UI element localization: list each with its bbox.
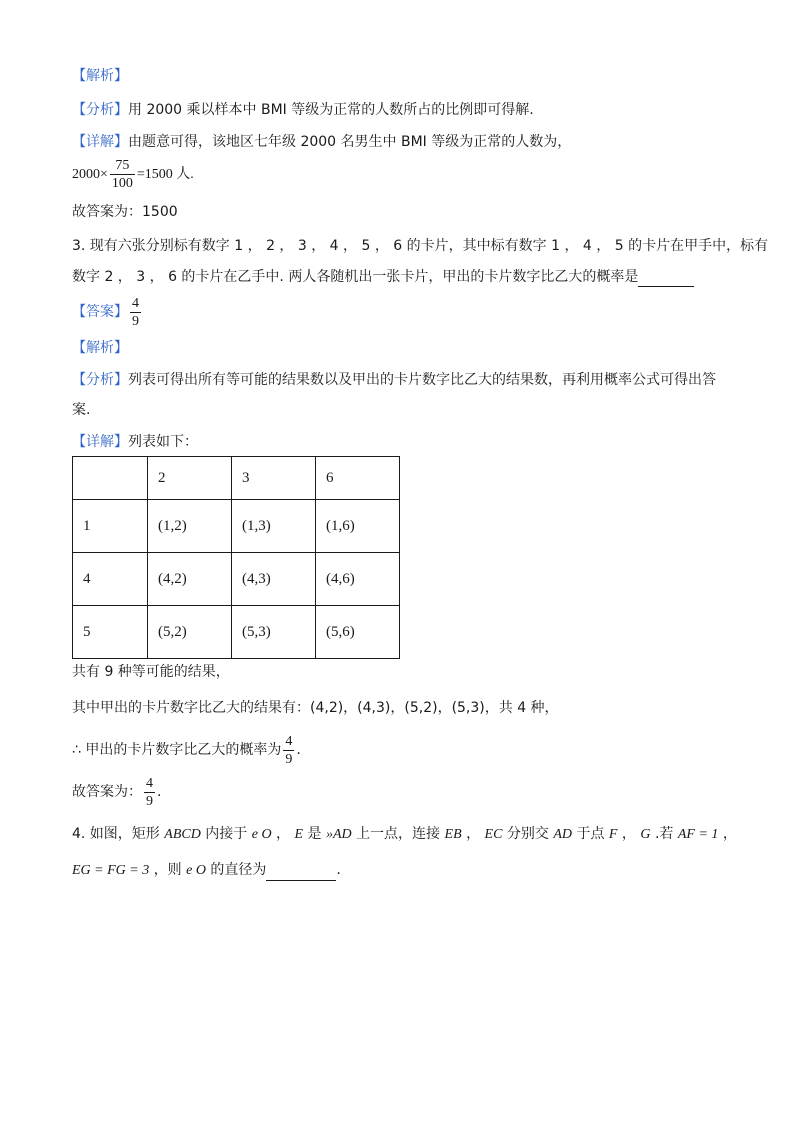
q4-text: ， — [276, 826, 291, 842]
q4-symbol: G — [640, 827, 651, 842]
q4-symbol: EC — [484, 827, 503, 842]
table-cell: (1,2) — [148, 500, 232, 553]
table-cell: (4,6) — [316, 553, 400, 606]
q4-text: . — [336, 862, 341, 878]
q4-symbol: ABCD — [164, 827, 201, 842]
question-3-line-1: 3. 现有六张分别标有数字 1 ， 2 ， 3 ， 4 ， 5 ， 6 的卡片，其中标有数字 1 ， 4 ， 5 的卡片在甲手中，标有 — [72, 238, 769, 254]
answer-tag: 【答案】 — [72, 304, 128, 320]
q4-text: ， — [466, 826, 481, 842]
q4-text: 内接于 — [205, 826, 248, 842]
fraction-numerator: 4 — [146, 775, 153, 791]
table-cell: 3 — [232, 457, 316, 500]
q4-text: ，则 — [153, 862, 182, 878]
detail-tag: 【详解】 — [72, 434, 128, 450]
fraction-numerator: 75 — [115, 157, 130, 173]
table-cell: (4,3) — [232, 553, 316, 606]
table-cell: 4 — [73, 553, 148, 606]
analysis-text: 用 2000 乘以样本中 BMI 等级为正常的人数所占的比例即可得解. — [128, 102, 534, 118]
answer-3 — [72, 294, 143, 330]
question-4-line-2 — [72, 860, 341, 881]
analysis-tag: 【分析】 — [72, 372, 128, 388]
result-line-3 — [72, 730, 301, 770]
table-header-row — [73, 457, 400, 500]
detail-text: 列表如下： — [128, 434, 198, 450]
equation-lead: 2000× — [72, 167, 108, 182]
table-cell: 6 — [316, 457, 400, 500]
analysis-paragraph-2-line-2: 案. — [72, 402, 91, 418]
table-cell: (4,2) — [148, 553, 232, 606]
q4-text: 上一点，连接 — [356, 826, 441, 842]
answer-fraction — [130, 295, 141, 330]
q4-symbol: E — [294, 827, 304, 842]
question-3-line-2 — [72, 267, 694, 287]
q4-symbol: e O — [251, 827, 272, 842]
table-cell: (5,3) — [232, 606, 316, 659]
q4-text: ， — [722, 826, 737, 842]
q4-symbol: F — [608, 827, 618, 842]
q4-symbol: AF = 1 — [677, 827, 719, 842]
q4-symbol: AD — [553, 827, 572, 842]
table-cell: (5,6) — [316, 606, 400, 659]
result-tail: . — [296, 742, 301, 758]
q4-text: 是 — [307, 826, 322, 842]
q4-text: 4. 如图，矩形 — [72, 826, 160, 842]
analysis-paragraph-2-line-1 — [72, 370, 716, 390]
question-3-text: 数字 2 ， 3 ， 6 的卡片在乙手中. 两人各随机出一张卡片，甲出的卡片数字比乙大的概率是 — [72, 269, 639, 285]
equation-1 — [72, 156, 194, 193]
fraction-numerator: 4 — [285, 733, 293, 749]
q4-symbol: EB — [444, 827, 462, 842]
outcome-table — [72, 456, 400, 659]
answer-tail: . — [157, 784, 162, 800]
table-cell: (5,2) — [148, 606, 232, 659]
q4-symbol: e O — [186, 863, 206, 878]
detail-paragraph-1 — [72, 132, 571, 152]
answer-text: 故答案为： — [72, 784, 142, 800]
analysis-tag: 【分析】 — [72, 102, 128, 118]
table-row — [73, 500, 400, 553]
fraction-75-100 — [110, 157, 135, 192]
q4-text: 于点 — [576, 826, 605, 842]
answer-fraction — [144, 775, 155, 810]
fraction-denominator: 100 — [111, 175, 133, 191]
result-line-2: 其中甲出的卡片数字比乙大的结果有：(4,2)，(4,3)，(5,2)，(5,3)，共 4 种， — [72, 700, 559, 716]
fraction-denominator: 9 — [132, 313, 139, 329]
analysis-heading-2: 【解析】 — [72, 340, 128, 356]
table-cell: 5 — [73, 606, 148, 659]
result-line-1: 共有 9 种等可能的结果， — [72, 664, 230, 680]
table-row — [73, 606, 400, 659]
table-cell: 1 — [73, 500, 148, 553]
analysis-heading-1: 【解析】 — [72, 68, 128, 84]
fraction-numerator: 4 — [132, 295, 139, 311]
q4-symbol: »AD — [325, 827, 352, 842]
fraction-denominator: 9 — [146, 793, 153, 809]
answer-line-1: 故答案为：1500 — [72, 204, 178, 220]
analysis-text: 列表可得出所有等可能的结果数以及甲出的卡片数字比乙大的结果数，再利用概率公式可得出答 — [128, 372, 716, 388]
question-4-line-1 — [72, 824, 737, 845]
table-cell: (1,3) — [232, 500, 316, 553]
fraction-denominator: 9 — [285, 751, 293, 767]
answer-line-2 — [72, 772, 161, 812]
detail-text: 由题意可得，该地区七年级 2000 名男生中 BMI 等级为正常的人数为， — [128, 134, 572, 150]
q4-text: 分别交 — [506, 826, 549, 842]
detail-tag: 【详解】 — [72, 134, 128, 150]
analysis-paragraph-1 — [72, 100, 534, 120]
table-cell — [73, 457, 148, 500]
q4-symbol: EG = FG = 3 — [72, 863, 150, 878]
table-cell: (1,6) — [316, 500, 400, 553]
q4-text: 的直径为 — [210, 862, 267, 878]
table-row — [73, 553, 400, 606]
q4-text: .若 — [654, 826, 674, 842]
result-text: ∴ 甲出的卡片数字比乙大的概率为 — [72, 742, 282, 758]
table-cell: 2 — [148, 457, 232, 500]
detail-paragraph-2 — [72, 432, 198, 452]
result-fraction — [283, 733, 294, 768]
answer-blank — [638, 272, 694, 287]
equation-tail: =1500 人. — [136, 167, 194, 182]
q4-text: ， — [621, 826, 636, 842]
answer-blank — [266, 866, 336, 881]
